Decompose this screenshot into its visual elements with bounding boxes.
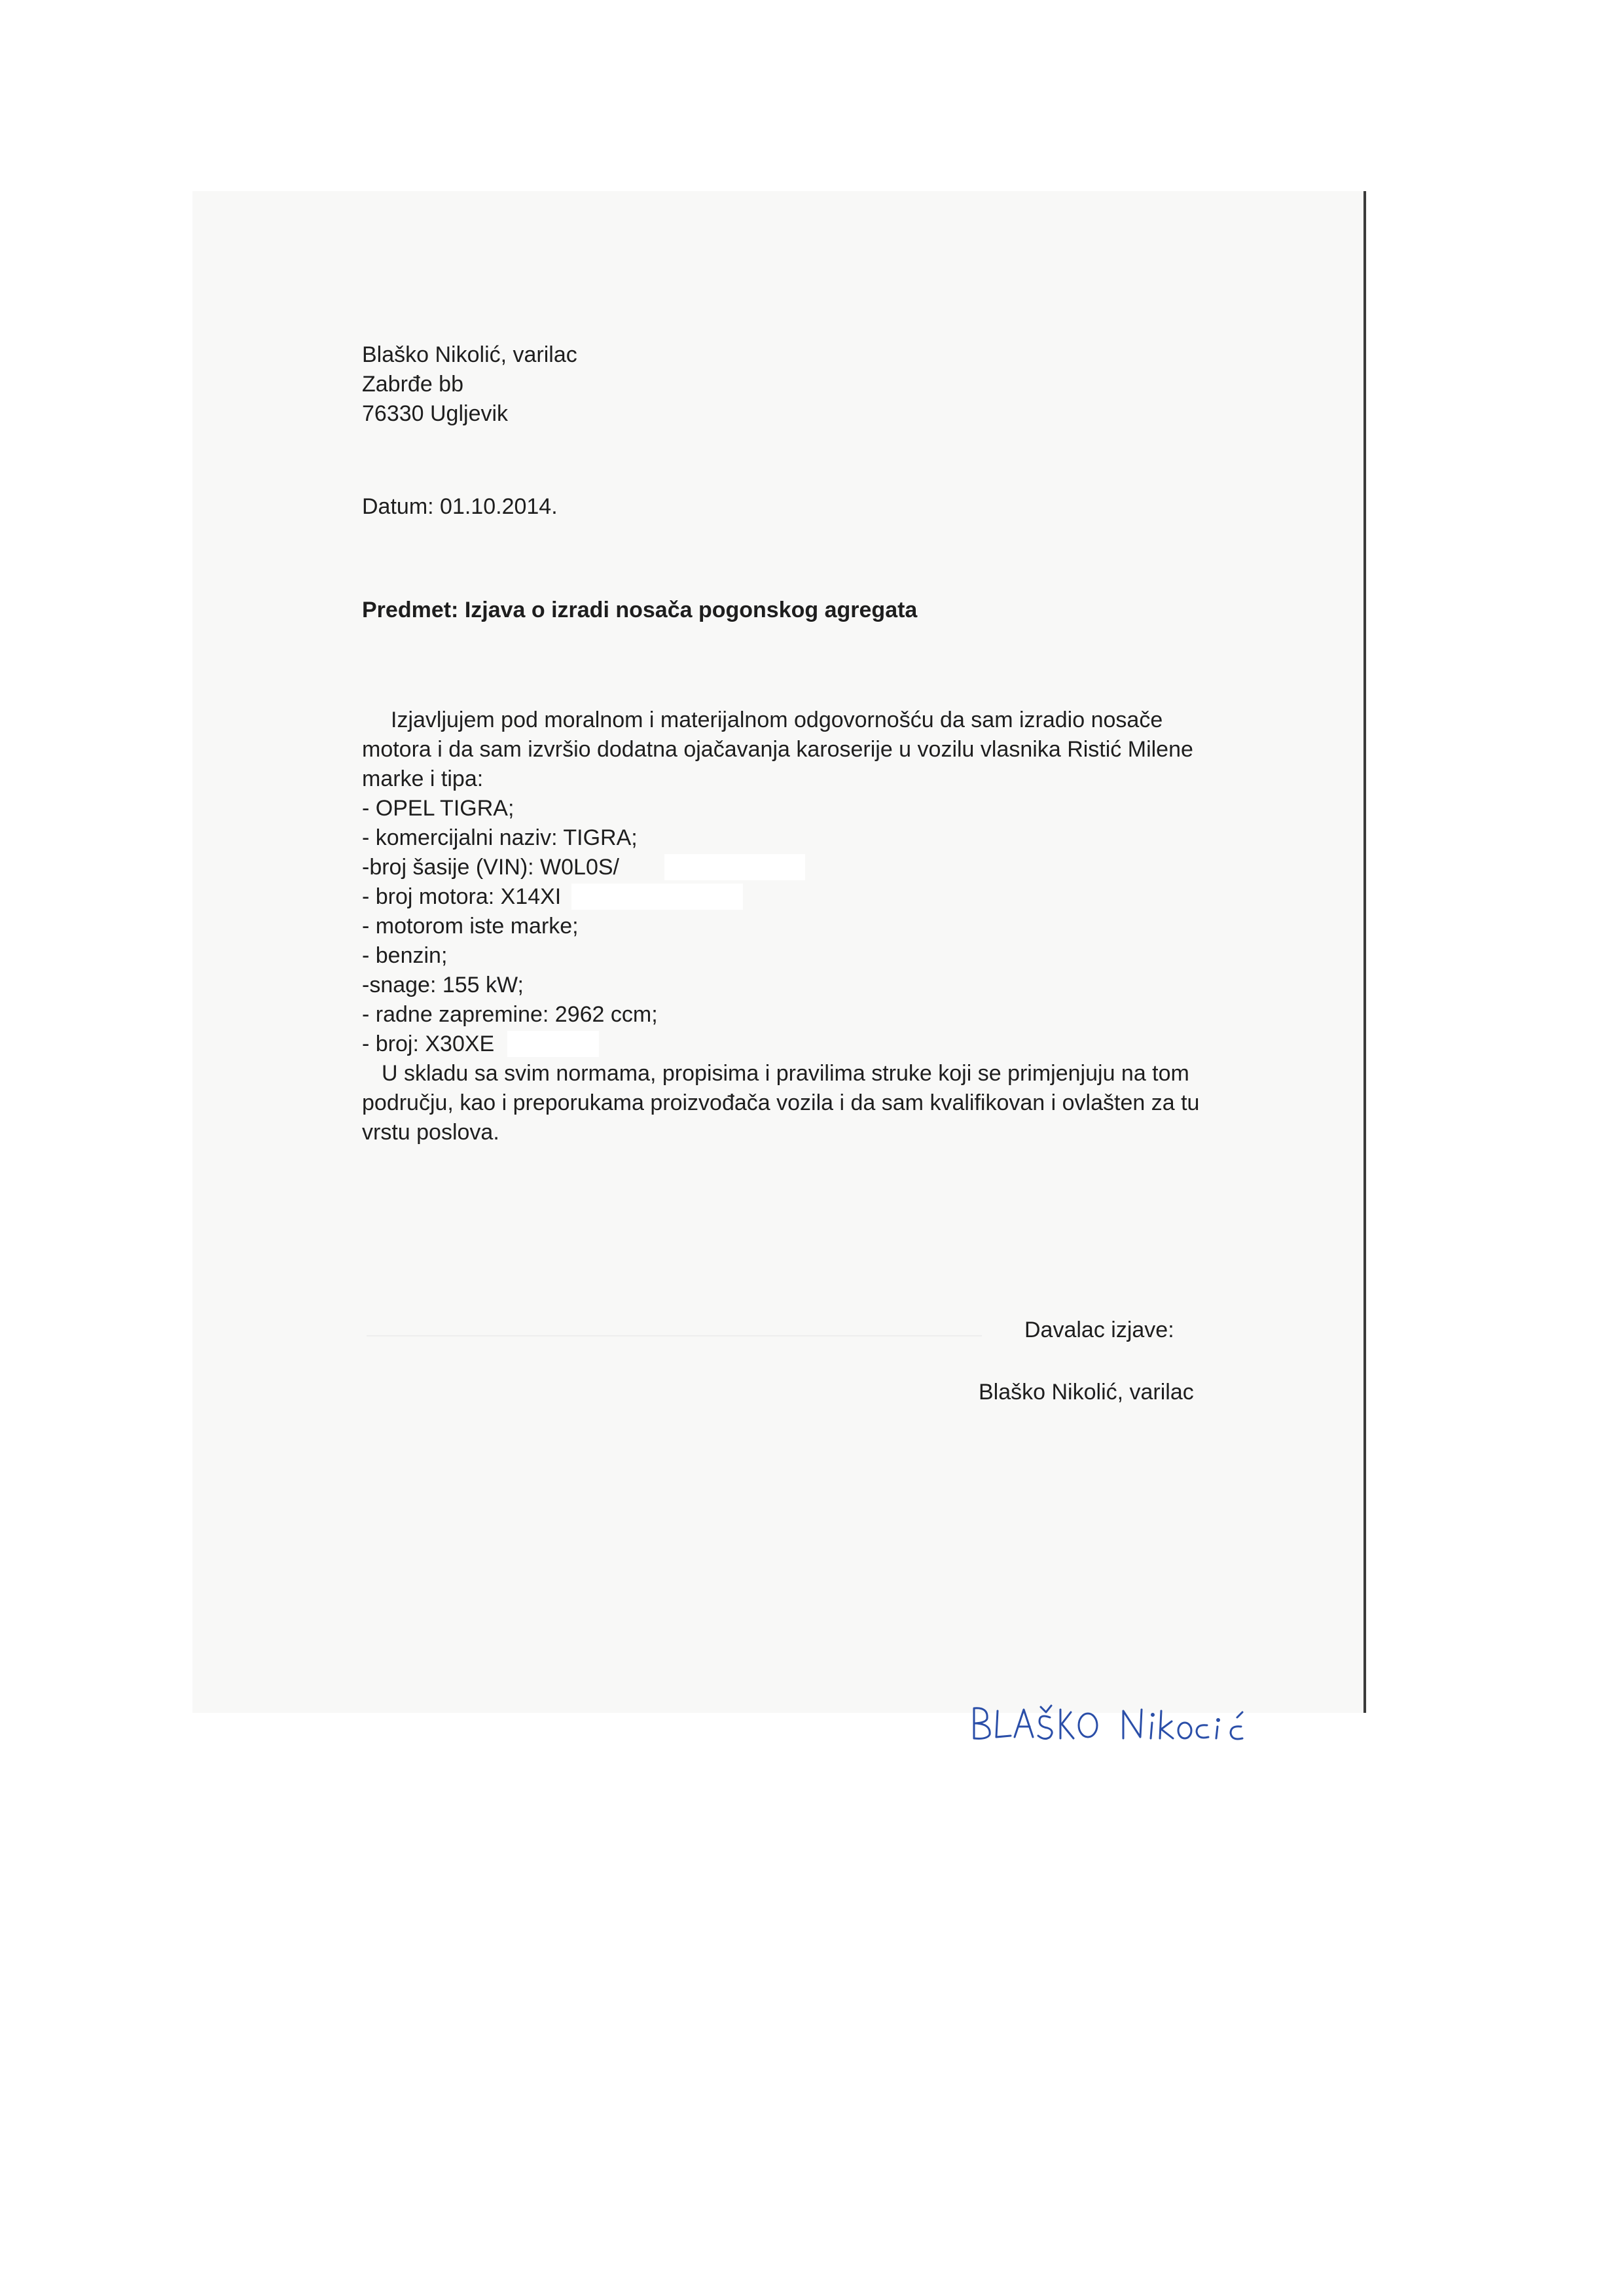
signatory-name: Blaško Nikolić, varilac	[979, 1380, 1194, 1405]
bleed-through-line	[367, 1335, 982, 1336]
vehicle-item-engine-number: - broj motora: X14XI	[362, 884, 562, 909]
redaction-box	[571, 884, 743, 910]
handwritten-signature	[969, 1696, 1257, 1755]
redaction-box	[507, 1031, 599, 1057]
body-intro-line: marke i tipa:	[362, 766, 484, 791]
vehicle-item-vin: -broj šasije (VIN): W0L0S/	[362, 855, 619, 880]
vehicle-item: - motorom iste marke;	[362, 914, 579, 939]
vehicle-item: - OPEL TIGRA;	[362, 796, 514, 821]
vehicle-item: - komercijalni naziv: TIGRA;	[362, 825, 638, 850]
signature-label: Davalac izjave:	[1024, 1318, 1174, 1342]
body-closing-line: području, kao i preporukama proizvođača vozila i da sam kvalifikovan i ovlašten za tu	[362, 1090, 1200, 1115]
subject-line: Predmet: Izjava o izradi nosača pogonskog agregata	[362, 598, 918, 622]
vehicle-item: -snage: 155 kW;	[362, 973, 524, 997]
redaction-box	[664, 854, 805, 880]
body-closing-line: vrstu poslova.	[362, 1120, 499, 1145]
date-line: Datum: 01.10.2014.	[362, 494, 558, 519]
sender-city: 76330 Ugljevik	[362, 401, 509, 426]
vehicle-item-number: - broj: X30XE	[362, 1031, 495, 1056]
vehicle-item: - benzin;	[362, 943, 448, 968]
body-intro-line: motora i da sam izvršio dodatna ojačavanja karoserije u vozilu vlasnika Ristić Milene	[362, 737, 1193, 762]
body-closing-line: U skladu sa svim normama, propisima i pravilima struke koji se primjenjuju na tom	[382, 1061, 1189, 1086]
scan-edge-line	[1363, 191, 1366, 1713]
body-intro-line: Izjavljujem pod moralnom i materijalnom odgovornošću da sam izradio nosače	[391, 708, 1163, 732]
sender-name: Blaško Nikolić, varilac	[362, 342, 577, 367]
vehicle-item: - radne zapremine: 2962 ccm;	[362, 1002, 658, 1027]
sender-street: Zabrđe bb	[362, 372, 463, 397]
